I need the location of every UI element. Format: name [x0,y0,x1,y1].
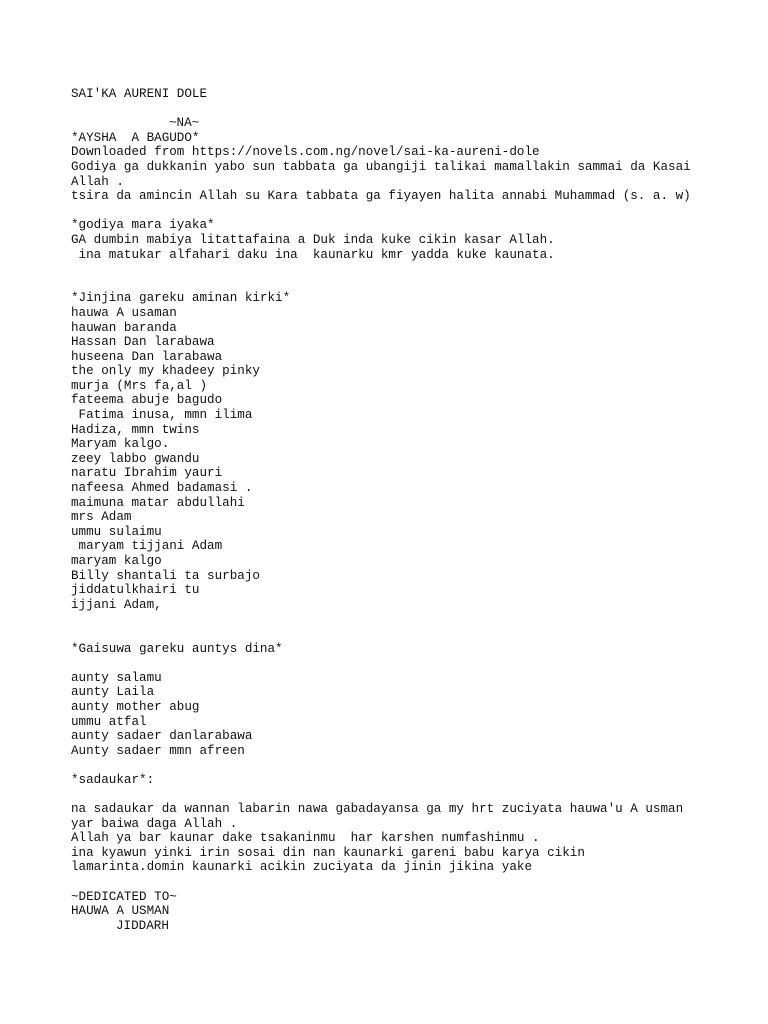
list-item: Fatima inusa, mmn ilima [71,408,253,423]
spacer [71,262,751,277]
spacer [71,788,751,803]
spacer [71,875,751,890]
list-item: ummu atfal [71,714,147,729]
list-item: aunty salamu [71,670,162,685]
list-item: maryam tijjani Adam [71,539,223,554]
list-item: zeey labbo gwandu [71,451,200,466]
sadaukar-line: lamarinta.domin kaunarki acikin zuciyata da jinin jikina yake [71,860,533,875]
na-marker: ~NA~ [169,116,200,131]
list-item: maryam kalgo [71,554,162,568]
spacer [71,612,751,627]
list-item: Maryam kalgo. [71,437,170,452]
list-item: Aunty sadaer mmn afreen [71,743,245,758]
list-item: ummu sulaimu [71,524,162,539]
sadaukar-line: ina kyawun yinki irin sosai din nan kaunarki gareni babu karya cikin [71,845,585,860]
list-item: aunty Laila [71,685,155,700]
list-item: naratu Ibrahim yauri [71,466,223,481]
list-item: murja (Mrs fa,al ) [71,378,208,393]
download-source: Downloaded from https://novels.com.ng/novel/sai-ka-aureni-dole [71,145,540,160]
list-item: the only my khadeey pinky [71,364,260,379]
intro-line: tsira da amincin Allah su Kara tabbata ga fiyayen halita annabi Muhammad (s. a. w) [71,189,691,204]
list-item: jiddatulkhairi tu [71,583,200,598]
author-name: *AYSHA A BAGUDO* [71,130,200,145]
list-item: nafeesa Ahmed badamasi . [71,481,253,496]
list-item: huseena Dan larabawa [71,349,223,364]
list-item: aunty mother abug [71,699,200,714]
spacer [71,102,751,117]
godiya-line: GA dumbin mabiya litattafaina a Duk inda kuke cikin kasar Allah. [71,232,555,247]
list-item: Billy shantali ta surbajo [71,568,260,583]
spacer [71,204,751,219]
list-item: Hassan Dan larabawa [71,335,215,350]
jinjina-heading: *Jinjina gareku aminan kirki* [71,291,291,306]
list-item: hauwan baranda [71,320,177,335]
spacer [71,758,751,773]
sadaukar-line: na sadaukar da wannan labarin nawa gabadayansa ga my hrt zuciyata hauwa'u A usman [71,802,684,817]
list-item: fateema abuje bagudo [71,393,223,408]
list-item: ijjani Adam, [71,597,162,612]
intro-line: Godiya ga dukkanin yabo sun tabbata ga ubangiji talikai mamallakin sammai da Kasai [71,159,691,174]
list-item: aunty sadaer danlarabawa [71,729,253,744]
list-item: mrs Adam [71,510,132,525]
list-item: Hadiza, mmn twins [71,422,200,437]
document-title: SAI'KA AURENI DOLE [71,87,208,101]
sadaukar-line: yar baiwa daga Allah . [71,816,238,831]
godiya-line: ina matukar alfahari daku ina kaunarku kmr yadda kuke kaunata. [71,247,555,262]
gaisuwa-heading: *Gaisuwa gareku auntys dina* [71,641,283,656]
list-item: hauwa A usaman [71,305,177,320]
godiya-heading: *godiya mara iyaka* [71,218,215,233]
dedicated-heading: ~DEDICATED TO~ [71,889,177,904]
intro-line: Allah . [71,174,124,189]
list-item: maimuna matar abdullahi [71,495,245,510]
document-page [71,87,751,933]
dedicated-name: HAUWA A USMAN [71,904,170,919]
sadaukar-heading: *sadaukar*: [71,772,155,787]
dedicated-nick: JIDDARH [116,918,169,933]
sadaukar-line: Allah ya bar kaunar dake tsakaninmu har karshen numfashinmu . [71,831,540,846]
spacer [71,656,751,671]
spacer [71,627,751,642]
spacer [71,277,751,292]
